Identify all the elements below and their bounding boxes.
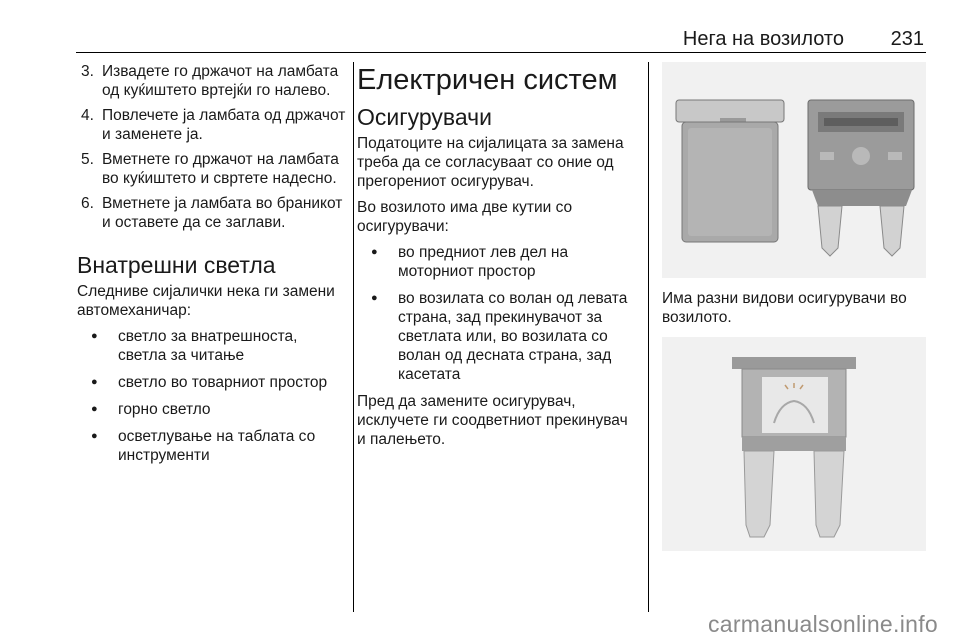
section-heading-electrical: Електричен систем xyxy=(357,64,618,96)
column-divider-left xyxy=(353,62,354,612)
step-text: Повлечете ја ламбата од држачот и заменете ја. xyxy=(102,107,346,143)
page-number: 231 xyxy=(890,28,924,50)
step-item xyxy=(77,106,347,144)
step-item xyxy=(77,194,347,232)
watermark: carmanualsonline.info xyxy=(707,611,938,637)
subheading-fuses: Осигурувачи xyxy=(357,104,492,130)
fuses-para-2: Во возилото има две кутии со осигурувачи: xyxy=(357,199,573,235)
step-number: 6. xyxy=(81,195,94,212)
section-heading-interior-lights: Внатрешни светла xyxy=(77,252,276,278)
fuses-para-1: Податоците на сијалицата за замена треба да се согласуваат со оние од прегорениот осигурувач. xyxy=(357,135,624,190)
bullet-item: ● светло во товарниот простор xyxy=(77,373,347,392)
step-text: Извадете го држачот на ламбата од куќиштето вртејќи го налево. xyxy=(102,63,339,99)
step-number: 4. xyxy=(81,107,94,124)
bullet-item: ● светло за внатрешноста, светла за читање xyxy=(77,327,347,365)
mini-fuse-illustration xyxy=(662,337,926,551)
running-title: Нега на возилото xyxy=(682,28,844,50)
column-3 xyxy=(662,62,926,551)
fuse-box-bullets xyxy=(357,243,639,384)
bullet-item: ● осветлување на таблата со инструменти xyxy=(77,427,347,465)
figure-caption: Има разни видови осигурувачи во возилото. xyxy=(662,290,907,326)
bullet-item: ● во предниот лев дел на моторниот простор xyxy=(357,243,639,281)
fuses-para-3: Пред да замените осигурувач, исклучете ги соодветниот прекинувач и палењето. xyxy=(357,393,628,448)
bullet-item: ● горно светло xyxy=(77,400,347,419)
step-item xyxy=(77,150,347,188)
fuse-types-illustration xyxy=(662,62,926,278)
step-item xyxy=(77,62,347,100)
step-text: Вметнете ја ламбата во браникот и оставете да се заглави. xyxy=(102,195,343,231)
page-header xyxy=(76,26,926,53)
column-2 xyxy=(357,62,639,456)
fuse-types-drawing xyxy=(662,62,926,278)
interior-intro: Следниве сијалички нека ги замени автомеханичар: xyxy=(77,283,335,319)
column-1 xyxy=(77,62,347,473)
step-number: 3. xyxy=(81,63,94,80)
interior-bullets xyxy=(77,327,347,465)
mini-fuse-drawing xyxy=(662,337,926,551)
bullet-item: ● во возилата со волан од левата страна, зад прекинувачот за светлата или, во возилата со волан од десната страна, зад касетата xyxy=(357,289,639,384)
steps-list xyxy=(77,62,347,232)
step-text: Вметнете го држачот на ламбата во куќиштето и свртете надесно. xyxy=(102,151,339,187)
step-number: 5. xyxy=(81,151,94,168)
column-divider-right xyxy=(648,62,649,612)
